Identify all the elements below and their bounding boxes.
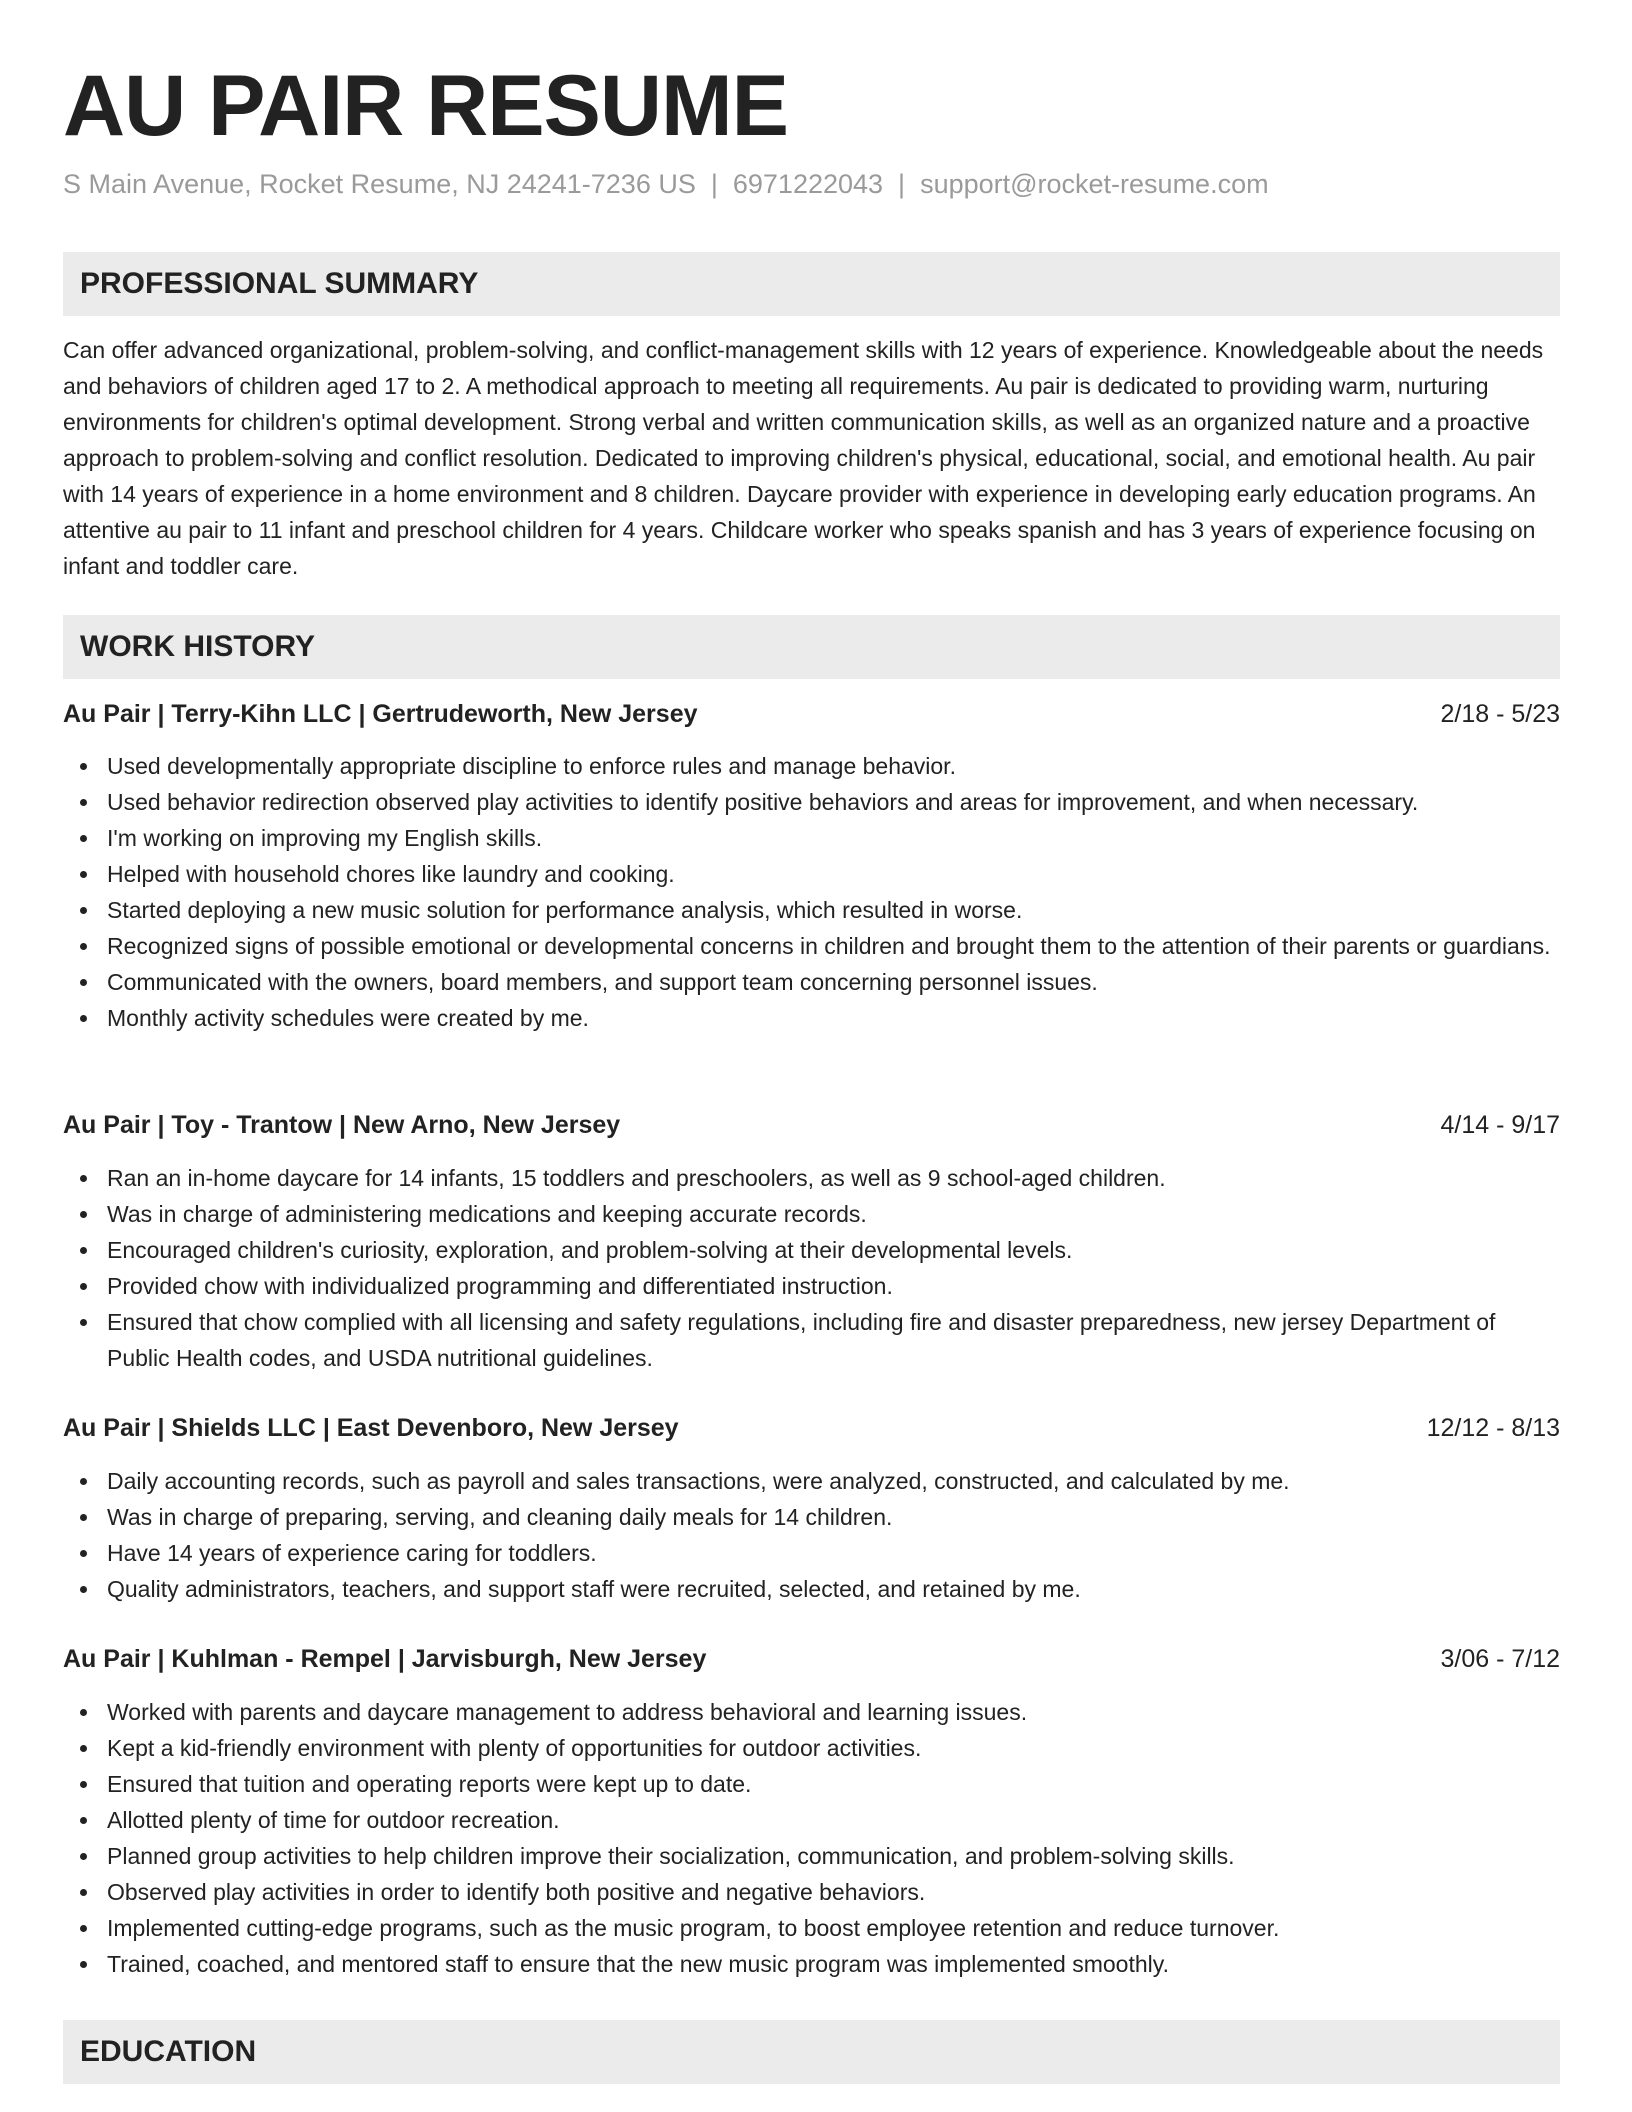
section-heading-education: EDUCATION [63, 2020, 1560, 2084]
list-item: Daily accounting records, such as payroll and sales transactions, were analyzed, constructed, and calculated by me. [63, 1463, 1560, 1499]
summary-text: Can offer advanced organizational, problem-solving, and conflict-management skills with 12 years of experience. Knowledgeable about the needs and behaviors of children aged 17 to 2. A methodical approach to meeting all requirements. Au pair is dedicated to providing warm, nurturing environments for children's optimal development. Strong verbal and written communication skills, as well as an organized nature and a proactive approach to problem-solving and conflict resolution. Dedicated to improving children's physical, educational, social, and emotional health. Au pair with 14 years of experience in a home environment and 8 children. Daycare provider with experience in developing early education programs. An attentive au pair to 11 infant and preschool children for 4 years. Childcare worker who speaks spanish and has 3 years of experience focusing on infant and toddler care. [63, 337, 1544, 579]
list-item: Recognized signs of possible emotional or developmental concerns in children and brought them to the attention of their parents or guardians. [63, 928, 1560, 964]
list-item: Allotted plenty of time for outdoor recreation. [63, 1802, 1560, 1838]
list-item: Used developmentally appropriate discipline to enforce rules and manage behavior. [63, 748, 1560, 784]
list-item: Helped with household chores like laundry and cooking. [63, 856, 1560, 892]
list-item: I'm working on improving my English skills. [63, 820, 1560, 856]
contact-email: support@rocket-resume.com [920, 169, 1269, 199]
job-title: Au Pair | Shields LLC | East Devenboro, New Jersey [63, 1414, 679, 1442]
list-item: Have 14 years of experience caring for toddlers. [63, 1535, 1560, 1571]
list-item: Communicated with the owners, board members, and support team concerning personnel issues. [63, 964, 1560, 1000]
list-item: Observed play activities in order to identify both positive and negative behaviors. [63, 1874, 1560, 1910]
contact-separator: | [710, 169, 718, 199]
contact-line [63, 166, 1269, 202]
contact-address: S Main Avenue, Rocket Resume, NJ 24241-7236 US [63, 169, 696, 199]
list-item: Trained, coached, and mentored staff to ensure that the new music program was implemented smoothly. [63, 1946, 1560, 1982]
job-title: Au Pair | Kuhlman - Rempel | Jarvisburgh, New Jersey [63, 1645, 707, 1673]
contact-phone: 6971222043 [732, 169, 884, 199]
job-header [63, 1410, 1560, 1446]
list-item: Kept a kid-friendly environment with plenty of opportunities for outdoor activities. [63, 1730, 1560, 1766]
job-title: Au Pair | Terry-Kihn LLC | Gertrudeworth, New Jersey [63, 700, 698, 728]
list-item: Monthly activity schedules were created by me. [63, 1000, 1560, 1036]
list-item: Used behavior redirection observed play activities to identify positive behaviors and areas for improvement, and when necessary. [63, 784, 1560, 820]
list-item: Encouraged children's curiosity, exploration, and problem-solving at their developmental levels. [63, 1232, 1560, 1268]
job-bullets [63, 1160, 1560, 1376]
job-dates: 4/14 - 9/17 [1440, 1111, 1560, 1139]
job-header [63, 696, 1560, 732]
list-item: Provided chow with individualized programming and differentiated instruction. [63, 1268, 1560, 1304]
job-title: Au Pair | Toy - Trantow | New Arno, New Jersey [63, 1111, 621, 1139]
list-item: Planned group activities to help children improve their socialization, communication, and problem-solving skills. [63, 1838, 1560, 1874]
job-bullets [63, 1694, 1560, 1982]
job-bullets [63, 748, 1560, 1036]
list-item: Implemented cutting-edge programs, such as the music program, to boost employee retention and reduce turnover. [63, 1910, 1560, 1946]
job-dates: 3/06 - 7/12 [1440, 1645, 1560, 1673]
list-item: Started deploying a new music solution for performance analysis, which resulted in worse. [63, 892, 1560, 928]
list-item: Ensured that chow complied with all licensing and safety regulations, including fire and disaster preparedness, new jersey Department of Public Health codes, and USDA nutritional guidelines. [63, 1304, 1560, 1376]
list-item: Quality administrators, teachers, and support staff were recruited, selected, and retained by me. [63, 1571, 1560, 1607]
section-heading-work-history: WORK HISTORY [63, 615, 1560, 679]
list-item: Ran an in-home daycare for 14 infants, 15 toddlers and preschoolers, as well as 9 school-aged children. [63, 1160, 1560, 1196]
job-dates: 2/18 - 5/23 [1440, 700, 1560, 728]
job-header [63, 1107, 1560, 1143]
list-item: Ensured that tuition and operating reports were kept up to date. [63, 1766, 1560, 1802]
list-item: Was in charge of administering medications and keeping accurate records. [63, 1196, 1560, 1232]
list-item: Worked with parents and daycare management to address behavioral and learning issues. [63, 1694, 1560, 1730]
job-bullets [63, 1463, 1560, 1607]
section-heading-summary: PROFESSIONAL SUMMARY [63, 252, 1560, 316]
contact-separator: | [898, 169, 906, 199]
list-item: Was in charge of preparing, serving, and cleaning daily meals for 14 children. [63, 1499, 1560, 1535]
job-header [63, 1641, 1560, 1677]
resume-title: AU PAIR RESUME [63, 58, 789, 154]
job-dates: 12/12 - 8/13 [1426, 1414, 1560, 1442]
